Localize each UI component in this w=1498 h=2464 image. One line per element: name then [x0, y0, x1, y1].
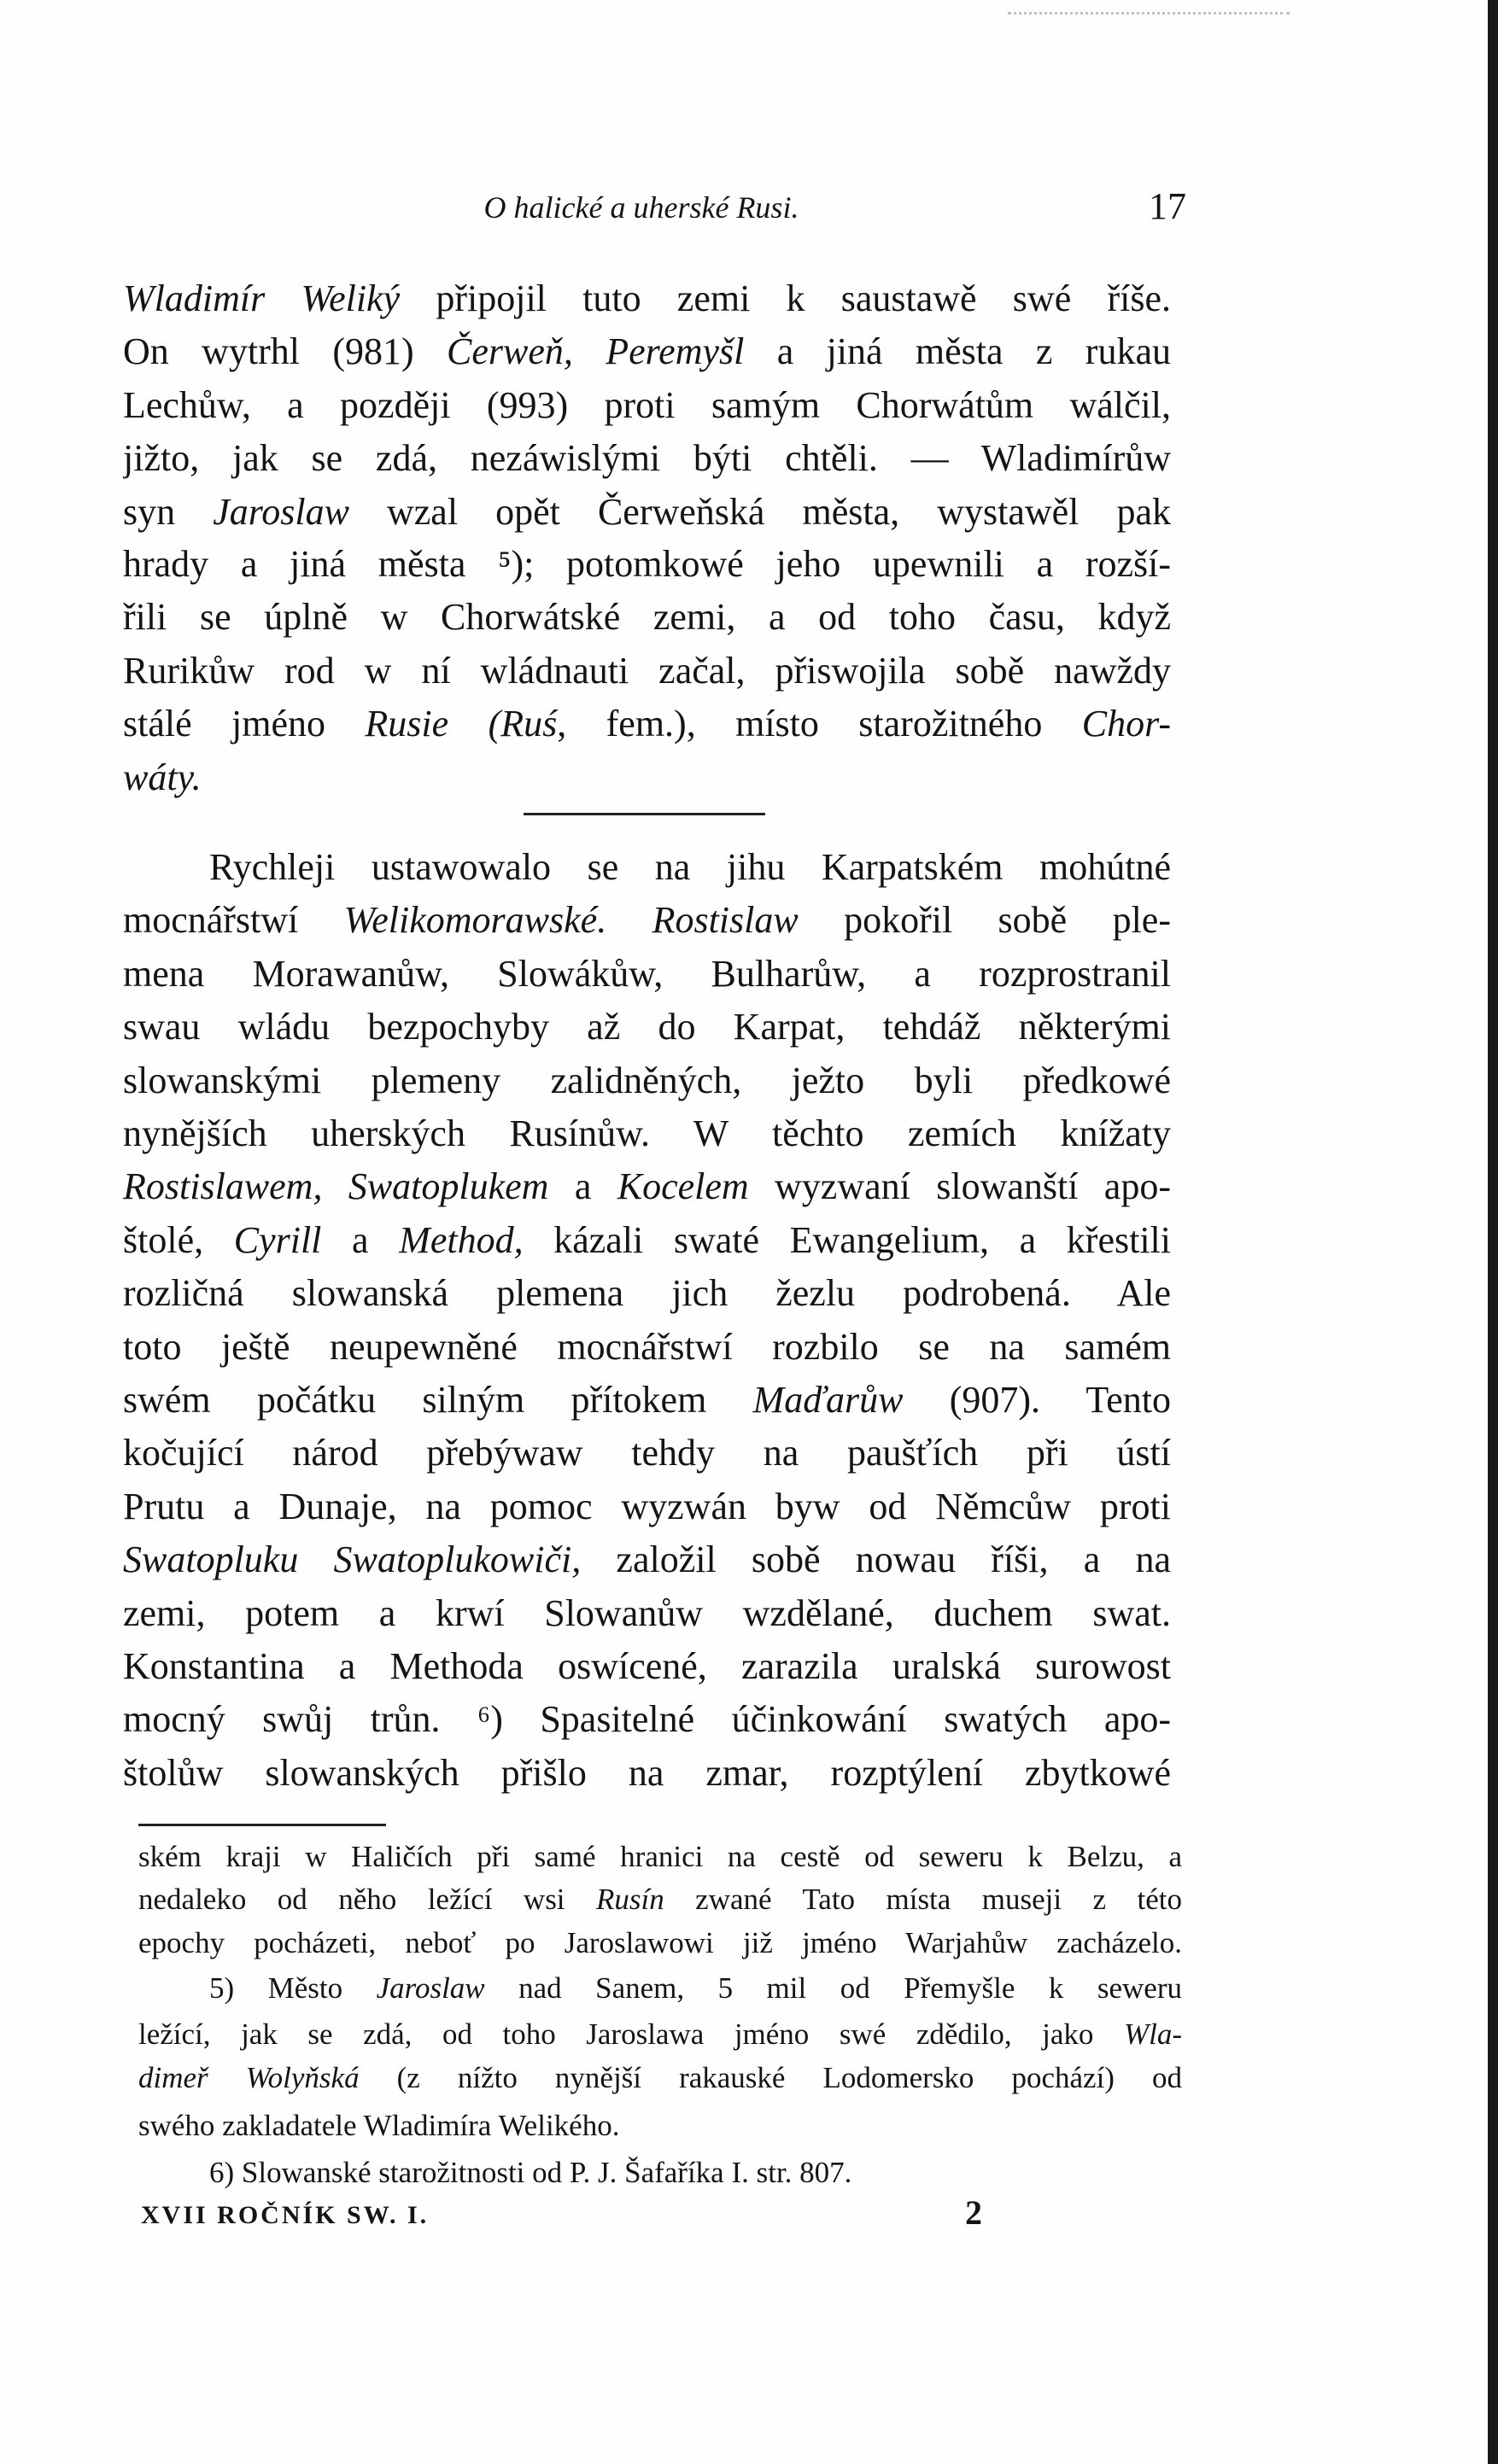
italic-text: Wladimír Weliký	[123, 277, 401, 319]
text: 6) Slowanské starožitnosti od P. J. Šafaříka I. str. 807.	[209, 2156, 852, 2189]
text: Rychleji ustawowalo se na jihu Karpatském mohútné	[209, 846, 1171, 888]
text: Konstantina a Methoda oswícené, zarazila uralská surowost	[123, 1645, 1171, 1687]
text-line	[138, 2056, 1182, 2100]
text-line	[138, 2012, 1182, 2057]
text-line	[123, 538, 1171, 591]
text-line	[123, 272, 1171, 325]
text: a jiná města z rukau	[744, 330, 1171, 372]
sheet-number: 2	[965, 2193, 982, 2232]
text-line	[123, 645, 1171, 698]
text-line	[123, 1640, 1171, 1693]
text: pokořil sobě ple-	[798, 899, 1171, 941]
text: swau wládu bezpochyby až do Karpat, tehdáž některými	[123, 1006, 1171, 1048]
text: založil sobě nowau říši, a na	[581, 1539, 1171, 1580]
text-line	[123, 1321, 1171, 1374]
text: rozličná slowanská plemena jich žezlu podrobená. Ale	[123, 1272, 1171, 1314]
italic-text: Rusie (Ruś	[365, 703, 558, 744]
text-line	[123, 1054, 1171, 1107]
text-line	[138, 1835, 1182, 1879]
text-line	[123, 1480, 1171, 1533]
text: štolé,	[123, 1219, 234, 1261]
text: nad Sanem, 5 mil od Přemyšle k seweru	[484, 1971, 1182, 2005]
text: ležící, jak se zdá, od toho Jaroslawa jméno swé zdědilo, jako	[138, 2017, 1124, 2051]
text-line	[209, 1966, 1182, 2011]
italic-text: Method,	[399, 1219, 524, 1261]
text-line	[123, 1001, 1171, 1054]
text-line	[123, 894, 1171, 947]
text-line	[123, 751, 1171, 804]
text-line	[123, 1587, 1171, 1640]
text-line	[138, 1877, 1182, 1922]
text: a	[548, 1165, 617, 1207]
text: epochy pocházeti, neboť po Jaroslawowi již jméno Warjahůw zacházelo.	[138, 1926, 1182, 1959]
text-line	[123, 379, 1171, 432]
italic-text: Jaroslaw	[376, 1971, 485, 2005]
italic-text: Jaroslaw	[213, 491, 349, 533]
text-line	[123, 1214, 1171, 1267]
text: kázali swaté Ewangelium, a křestili	[523, 1219, 1171, 1261]
italic-text: dimeř Wolyňská	[138, 2061, 360, 2094]
text-line	[209, 841, 1171, 894]
italic-text: Welikomorawské. Rostislaw	[343, 899, 799, 941]
italic-text: Rusín	[595, 1883, 664, 1916]
text: mena Morawanůw, Slowákůw, Bulharůw, a rozprostranil	[123, 953, 1171, 995]
text: wzal opět Čerweňská města, wystawěl pak	[348, 491, 1171, 533]
running-title: O halické a uherské Rusi.	[483, 190, 799, 225]
text: štolůw slowanských přišlo na zmar, rozptýlení zbytkowé	[123, 1752, 1171, 1794]
text: mocnářstwí	[123, 899, 344, 941]
text: slowanskými plemeny zalidněných, ježto byli předkowé	[123, 1060, 1171, 1101]
text: zwané Tato místa museji z této	[664, 1883, 1182, 1916]
italic-text: Kocelem	[617, 1165, 749, 1207]
text: 5) Město	[209, 1971, 377, 2005]
text: mocný swůj trůn. ⁶) Spasitelné účinkowání swatých apo-	[123, 1698, 1171, 1740]
text-line	[209, 2151, 1182, 2195]
text: nynějších uherských Rusínůw. W těchto zemích knížaty	[123, 1112, 1171, 1154]
text-line	[123, 948, 1171, 1001]
text-line	[123, 1107, 1171, 1160]
text-line	[123, 1160, 1171, 1213]
text: Rurikůw rod w ní wládnauti začal, přiswojila sobě nawždy	[123, 650, 1171, 692]
text: swém počátku silným přítokem	[123, 1379, 753, 1421]
page-number: 17	[1149, 185, 1186, 227]
text-line	[123, 1427, 1171, 1480]
text: syn	[123, 491, 214, 533]
text-line	[123, 1747, 1171, 1800]
text-line	[138, 1921, 1182, 1965]
text: Lechůw, a později (993) proti samým Chorwátům wálčil,	[123, 384, 1171, 426]
text: a	[321, 1219, 400, 1261]
text-line	[123, 1267, 1171, 1320]
text: wyzwaní slowanští apo-	[748, 1165, 1171, 1207]
text: zemi, potem a krwí Slowanůw wzdělané, duchem swat.	[123, 1592, 1171, 1634]
section-separator	[524, 813, 765, 815]
text: připojil tuto zemi k saustawě swé říše.	[400, 277, 1171, 319]
italic-text: Wla-	[1123, 2017, 1182, 2051]
italic-text: Čerweň, Peremyšl	[447, 330, 745, 372]
text: On wytrhl (981)	[123, 330, 448, 372]
text: (z nížto nynější rakauské Lodomersko pochází) od	[359, 2061, 1182, 2094]
text-line	[123, 698, 1171, 750]
text-line	[123, 486, 1171, 539]
italic-text: Cyrill	[233, 1219, 322, 1261]
footnote-rule	[138, 1824, 386, 1826]
italic-text: wáty.	[123, 756, 202, 798]
text: hrady a jiná města ⁵); potomkowé jeho upewnili a rozší-	[123, 543, 1171, 585]
text: , fem.), místo starožitného	[557, 703, 1082, 744]
text: swého zakladatele Wladimíra Welikého.	[138, 2109, 620, 2142]
italic-text: Swatopluku Swatoplukowiči,	[123, 1539, 582, 1580]
text: Prutu a Dunaje, na pomoc wyzwán byw od Němcůw proti	[123, 1486, 1171, 1527]
text-line	[123, 432, 1171, 485]
text-line	[123, 325, 1171, 378]
italic-text: Chor-	[1081, 703, 1171, 744]
text: (907). Tento	[903, 1379, 1171, 1421]
scan-smudge	[1008, 0, 1290, 15]
italic-text: Rostislawem, Swatoplukem	[123, 1165, 549, 1207]
text: toto ještě neupewněné mocnářstwí rozbilo se na samém	[123, 1326, 1171, 1368]
text-line	[123, 591, 1171, 644]
text-line	[138, 2104, 1182, 2148]
scan-edge-border	[1488, 0, 1498, 2464]
signature-mark: XVII ROČNÍK SW. I.	[141, 2201, 430, 2229]
text: kočující národ přebýwaw tehdy na paušťích při ústí	[123, 1432, 1171, 1474]
text: jižto, jak se zdá, nezáwislými býti chtěli. — Wladimírůw	[123, 437, 1171, 479]
text-line	[123, 1374, 1171, 1427]
text: nedaleko od něho ležící wsi	[138, 1883, 596, 1916]
text: ském kraji w Haličích při samé hranici na cestě od seweru k Belzu, a	[138, 1840, 1182, 1873]
italic-text: Maďarůw	[752, 1379, 904, 1421]
text: řili se úplně w Chorwátské zemi, a od toho času, když	[123, 596, 1171, 638]
text-line	[123, 1693, 1171, 1746]
text-line	[123, 1533, 1171, 1586]
text: stálé jméno	[123, 703, 366, 744]
